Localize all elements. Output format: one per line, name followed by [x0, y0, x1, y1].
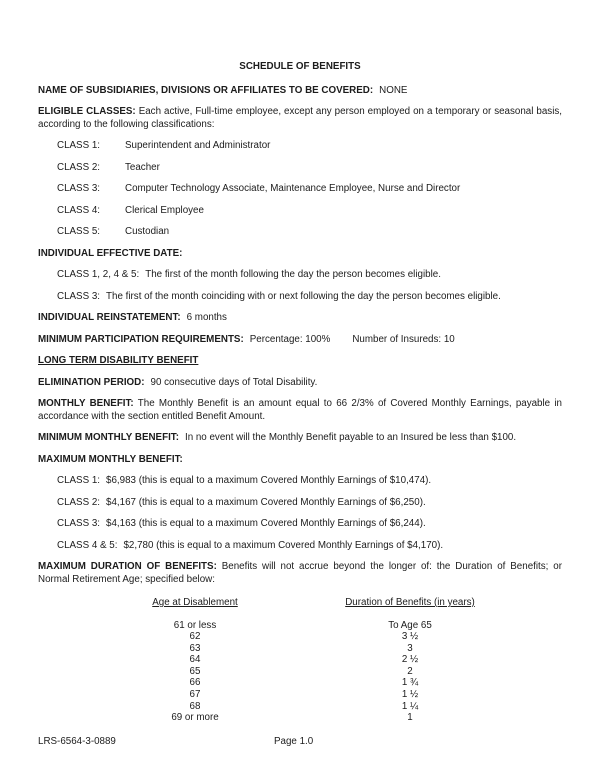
subsidiaries-value: NONE [379, 84, 408, 96]
class-item-5 [57, 226, 562, 239]
monthly-benefit-label: MONTHLY BENEFIT: [38, 398, 134, 409]
class-3-value: Computer Technology Associate, Maintenance Employee, Nurse and Director [125, 183, 461, 194]
table-row [38, 620, 562, 632]
elimination-label: ELIMINATION PERIOD: [38, 376, 145, 388]
class-item-4 [57, 205, 562, 218]
age-cell: 68 [189, 700, 201, 712]
effective-date-heading-text: INDIVIDUAL EFFECTIVE DATE: [38, 247, 183, 259]
subsidiaries-line [38, 85, 562, 98]
table-row [38, 643, 562, 655]
eligible-classes-label: ELIGIBLE CLASSES: [38, 106, 136, 117]
monthly-benefit-line1 [38, 398, 562, 411]
duration-cell: 2 ½ [401, 654, 419, 666]
duration-table-rows [38, 620, 562, 724]
effective-date-item-1 [57, 269, 562, 282]
duration-header: Duration of Benefits (in years) [345, 597, 475, 608]
age-cell: 69 or more [171, 712, 219, 724]
age-cell: 61 or less [173, 619, 217, 631]
class-item-1 [57, 140, 562, 153]
duration-table-header [38, 597, 562, 610]
age-header: Age at Disablement [152, 597, 238, 608]
class-1-value: Superintendent and Administrator [125, 140, 271, 151]
eligible-classes-text1: Each active, Full-time employee, except any person employed on a temporary or seasonal basis, [138, 106, 562, 117]
age-cell: 63 [189, 642, 201, 654]
maximum-duration-label: MAXIMUM DURATION OF BENEFITS: [38, 561, 217, 572]
maximum-monthly-item-4-value: $2,780 (this is equal to a maximum Covered Monthly Earnings of $4,170). [123, 539, 444, 551]
table-row [38, 677, 562, 689]
maximum-duration-line1 [38, 561, 562, 574]
age-header-cell [115, 597, 275, 610]
table-row [38, 689, 562, 701]
table-row [38, 701, 562, 713]
form-number: LRS-6564-3-0889 [38, 736, 116, 747]
maximum-monthly-item-3 [57, 518, 562, 531]
participation-insureds: Number of Insureds: 10 [352, 333, 455, 345]
effective-date-item-2-value: The first of the month coinciding with or next following the day the person becomes eligible. [106, 290, 501, 302]
reinstatement-line [38, 312, 562, 325]
duration-cell: 1 ¾ [401, 677, 419, 689]
class-2-label: CLASS 2: [57, 161, 101, 173]
elimination-value: 90 consecutive days of Total Disability. [150, 376, 318, 388]
class-1-label: CLASS 1: [57, 140, 101, 151]
age-cell: 65 [189, 665, 201, 677]
class-4-label: CLASS 4: [57, 204, 101, 216]
effective-date-item-1-label: CLASS 1, 2, 4 & 5: [57, 269, 140, 280]
eligible-classes-line1 [38, 106, 562, 119]
maximum-monthly-item-2-label: CLASS 2: [57, 496, 101, 508]
table-row [38, 654, 562, 666]
class-4-value: Clerical Employee [125, 204, 204, 216]
effective-date-heading [38, 248, 562, 261]
table-row [38, 712, 562, 724]
duration-cell: 3 ½ [401, 631, 419, 643]
minimum-monthly-line [38, 432, 562, 445]
eligible-classes-line2: according to the following classifications: [38, 118, 215, 130]
minimum-monthly-label: MINIMUM MONTHLY BENEFIT: [38, 432, 179, 443]
participation-percentage: Percentage: 100% [249, 333, 331, 345]
subsidiaries-label: NAME OF SUBSIDIARIES, DIVISIONS OR AFFILIATES TO BE COVERED: [38, 84, 374, 96]
maximum-monthly-heading [38, 454, 562, 467]
class-3-label: CLASS 3: [57, 183, 101, 194]
effective-date-item-2 [57, 291, 562, 304]
class-5-value: Custodian [125, 226, 170, 237]
class-item-2 [57, 162, 562, 175]
effective-date-item-2-label: CLASS 3: [57, 290, 101, 302]
duration-header-cell [330, 597, 490, 610]
monthly-benefit-text1: The Monthly Benefit is an amount equal to 66 2/3% of Covered Monthly Earnings, payable in [137, 398, 563, 409]
maximum-monthly-item-2 [57, 497, 562, 510]
effective-date-item-1-value: The first of the month following the day the person becomes eligible. [145, 269, 441, 280]
maximum-monthly-heading-text: MAXIMUM MONTHLY BENEFIT: [38, 453, 183, 465]
maximum-monthly-item-2-value: $4,167 (this is equal to a maximum Covered Monthly Earnings of $6,250). [106, 496, 426, 508]
table-row [38, 631, 562, 643]
elimination-line [38, 377, 562, 390]
age-cell: 67 [189, 689, 201, 701]
page-number: Page 1.0 [274, 736, 314, 747]
page-footer [0, 736, 600, 749]
age-cell: 66 [189, 677, 201, 689]
maximum-monthly-item-1 [57, 475, 562, 488]
maximum-monthly-item-3-label: CLASS 3: [57, 518, 101, 529]
class-2-value: Teacher [125, 161, 160, 173]
age-cell: 62 [189, 631, 201, 643]
duration-cell: 1 ½ [401, 689, 419, 701]
maximum-monthly-item-4 [57, 540, 562, 553]
maximum-monthly-item-1-value: $6,983 (this is equal to a maximum Covered Monthly Earnings of $10,474). [106, 475, 432, 486]
age-cell: 64 [189, 654, 201, 666]
maximum-duration-line2: Normal Retirement Age; specified below: [38, 573, 215, 585]
table-row [38, 666, 562, 678]
ltd-heading: LONG TERM DISABILITY BENEFIT [38, 355, 199, 366]
document-title: SCHEDULE OF BENEFITS [239, 61, 361, 72]
minimum-monthly-value: In no event will the Monthly Benefit payable to an Insured be less than $100. [184, 432, 517, 443]
maximum-monthly-item-3-value: $4,163 (this is equal to a maximum Covered Monthly Earnings of $6,244). [106, 518, 426, 529]
class-item-3 [57, 183, 562, 196]
reinstatement-value: 6 months [186, 312, 227, 323]
duration-cell: To Age 65 [388, 619, 432, 631]
duration-cell: 2 [407, 665, 413, 677]
participation-line [38, 334, 562, 347]
reinstatement-label: INDIVIDUAL REINSTATEMENT: [38, 312, 181, 323]
ltd-heading-line [38, 355, 562, 368]
maximum-duration-text1: Benefits will not accrue beyond the longer of: the Duration of Benefits; or [221, 561, 562, 572]
maximum-monthly-item-1-label: CLASS 1: [57, 475, 101, 486]
duration-cell: 1 [407, 712, 413, 724]
participation-label: MINIMUM PARTICIPATION REQUIREMENTS: [38, 333, 244, 345]
monthly-benefit-line2: accordance with the section entitled Benefit Amount. [38, 410, 266, 422]
duration-cell: 3 [407, 642, 413, 654]
duration-cell: 1 ¼ [401, 700, 419, 712]
duration-table [38, 597, 562, 724]
class-5-label: CLASS 5: [57, 226, 101, 237]
maximum-monthly-item-4-label: CLASS 4 & 5: [57, 539, 118, 551]
